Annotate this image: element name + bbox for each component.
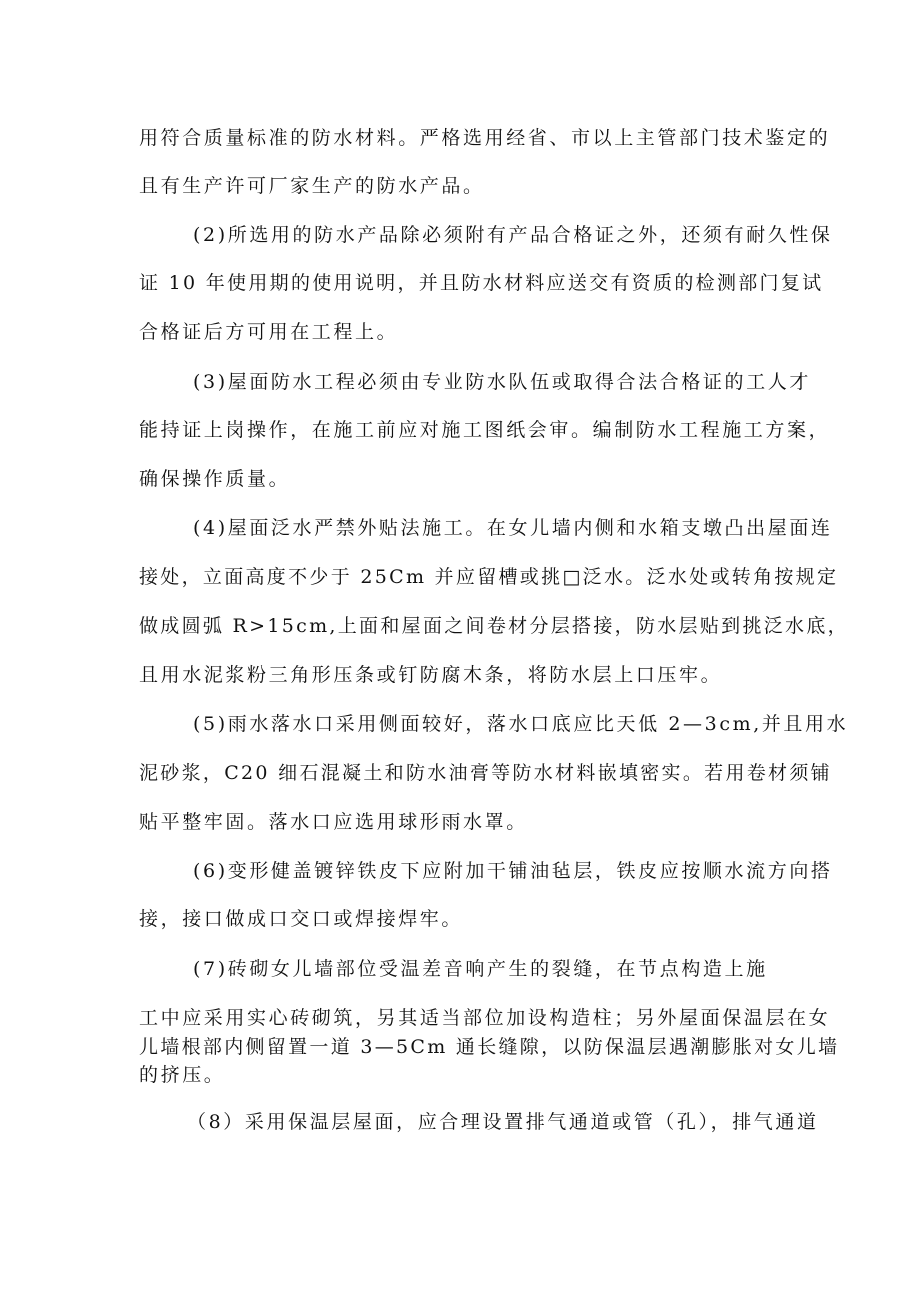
p3-line-1: (3)屋面防水工程必须由专业防水队伍或取得合法合格证的工人才: [193, 371, 811, 393]
p5-line-3: 贴平整牢固。落水口应选用球形雨水罩。: [139, 811, 528, 833]
p3-line-2: 能持证上岗操作，在施工前应对施工图纸会审。编制防水工程施工方案，: [139, 419, 831, 441]
p7-line-2: 工中应采用实心砖砌筑，另其适当部位加设构造柱；另外屋面保温层在女: [139, 1007, 831, 1029]
p2-line-1: (2)所选用的防水产品除必须附有产品合格证之外，还须有耐久性保: [193, 224, 833, 246]
p6-line-2: 接，接口做成口交口或焊接焊牢。: [139, 908, 464, 930]
p2-line-3: 合格证后方可用在工程上。: [139, 321, 399, 343]
p7-line-1: (7)砖砌女儿墙部位受温差音响产生的裂缝，在节点构造上施: [193, 958, 768, 980]
p7-line-4: 的挤压。: [139, 1064, 226, 1086]
p1-line-2: 且有生产许可厂家生产的防水产品。: [139, 175, 485, 197]
p5-line-1: (5)雨水落水口采用侧面较好，落水口底应比天低 2—3cm,并且用水: [193, 713, 849, 735]
p1-line-1: 用符合质量标准的防水材料。严格选用经省、市以上主管部门技术鉴定的: [139, 127, 831, 149]
p3-line-3: 确保操作质量。: [139, 468, 291, 490]
p4-line-3: 做成圆弧 R>15cm,上面和屋面之间卷材分层搭接，防水层贴到挑泛水底，: [139, 615, 849, 637]
p4-line-1: (4)屋面泛水严禁外贴法施工。在女儿墙内侧和水箱支墩凸出屋面连: [193, 517, 833, 539]
p4-line-4: 且用水泥浆粉三角形压条或钉防腐木条，将防水层上口压牢。: [139, 664, 723, 686]
p6-line-1: (6)变形健盖镀锌铁皮下应附加干铺油毡层，铁皮应按顺水流方向搭: [193, 860, 833, 882]
p4-line-2: 接处，立面高度不少于 25Cm 并应留槽或挑□泛水。泛水处或转角按规定: [139, 566, 839, 588]
p7-line-3: 儿墙根部内侧留置一道 3—5Cm 通长缝隙，以防保温层遇潮膨胀对女儿墙: [139, 1036, 840, 1058]
p2-line-2: 证 10 年使用期的使用说明，并且防水材料应送交有资质的检测部门复试: [139, 272, 824, 294]
p8-line-1: （8）采用保温层屋面，应合理设置排气通道或管（孔），排气通道: [187, 1111, 819, 1133]
p5-line-2: 泥砂浆，C20 细石混凝土和防水油膏等防水材料嵌填密实。若用卷材须铺: [139, 762, 832, 784]
